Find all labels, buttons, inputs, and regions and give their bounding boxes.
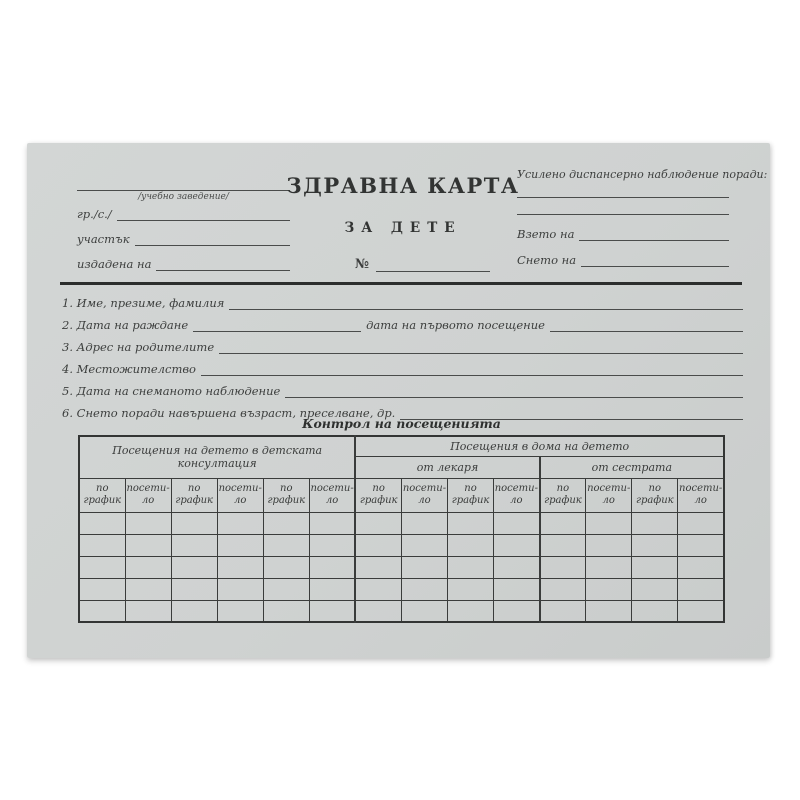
- taken-on-fill-line: [579, 227, 729, 241]
- left-group-header: Посещения на детето в детската консултация: [79, 436, 355, 478]
- item-number: 2.: [62, 318, 73, 332]
- field-parents-address: [62, 337, 743, 354]
- visits-table: [78, 435, 725, 623]
- health-card-form: [27, 143, 770, 658]
- taken-on-label: Взето на: [517, 227, 575, 241]
- table-cell: [217, 512, 263, 534]
- visits-table-body: [79, 512, 724, 622]
- table-cell: [540, 512, 586, 534]
- table-cell: [217, 600, 263, 622]
- col-header-visited: посети- ло: [309, 478, 355, 512]
- table-cell: [586, 512, 632, 534]
- table-cell: [217, 556, 263, 578]
- table-row: [79, 512, 724, 534]
- district-label: участък: [77, 232, 130, 246]
- field-observation-removed-date: [62, 381, 743, 398]
- table-cell: [401, 512, 447, 534]
- col-header-schedule: по график: [171, 478, 217, 512]
- field-residence: [62, 359, 743, 376]
- table-cell: [79, 534, 125, 556]
- table-cell: [355, 600, 401, 622]
- table-cell: [540, 578, 586, 600]
- item-number: 1.: [62, 296, 73, 310]
- school-caption: /учебно заведение/: [138, 192, 229, 202]
- city-fill-line: [117, 207, 290, 221]
- col-header-schedule: по график: [79, 478, 125, 512]
- form-subtitle: ЗА ДЕТЕ: [344, 220, 462, 236]
- table-cell: [355, 556, 401, 578]
- removed-on-label: Снето на: [517, 253, 577, 267]
- table-cell: [632, 578, 678, 600]
- col-header-schedule: по график: [540, 478, 586, 512]
- table-cell: [171, 512, 217, 534]
- dispensary-fill-line-2: [517, 214, 729, 215]
- table-cell: [125, 556, 171, 578]
- col-header-visited: посети- ло: [401, 478, 447, 512]
- table-cell: [678, 534, 724, 556]
- table-cell: [494, 534, 540, 556]
- table-cell: [632, 512, 678, 534]
- table-cell: [494, 512, 540, 534]
- field-city: [77, 205, 290, 221]
- column-header-row: [79, 478, 724, 512]
- table-cell: [494, 556, 540, 578]
- table-cell: [586, 600, 632, 622]
- table-cell: [448, 600, 494, 622]
- table-cell: [586, 534, 632, 556]
- city-label: гр./с./: [77, 207, 112, 221]
- removal-reason-label: Снето поради навършена възраст, преселване, др.: [76, 406, 396, 420]
- table-cell: [494, 600, 540, 622]
- field-removed-on: [517, 251, 729, 267]
- table-cell: [125, 512, 171, 534]
- birth-date-fill-line: [193, 318, 361, 332]
- form-title: ЗДРАВНА КАРТА: [286, 173, 520, 198]
- table-cell: [125, 578, 171, 600]
- table-cell: [540, 556, 586, 578]
- issued-on-label: издадена на: [77, 257, 152, 271]
- dispensary-block: [517, 168, 768, 267]
- residence-fill-line: [201, 362, 743, 376]
- col-header-schedule: по график: [632, 478, 678, 512]
- table-row: [79, 556, 724, 578]
- item-number: 3.: [62, 340, 73, 354]
- district-fill-line: [135, 232, 290, 246]
- table-cell: [678, 512, 724, 534]
- table-cell: [171, 578, 217, 600]
- col-header-schedule: по график: [263, 478, 309, 512]
- field-taken-on: [517, 225, 729, 241]
- table-cell: [401, 578, 447, 600]
- table-cell: [309, 556, 355, 578]
- first-visit-date-label: дата на първото посещение: [366, 318, 545, 332]
- school-fill-line: [77, 190, 290, 191]
- col-header-visited: посети- ло: [678, 478, 724, 512]
- table-cell: [448, 556, 494, 578]
- col-header-schedule: по график: [355, 478, 401, 512]
- visits-table-wrap: [78, 435, 725, 623]
- observation-removed-date-label: Дата на снеманото наблюдение: [76, 384, 281, 398]
- table-cell: [217, 578, 263, 600]
- field-card-number: [283, 257, 523, 272]
- dispensary-fill-line-1: [517, 197, 729, 198]
- table-cell: [263, 534, 309, 556]
- table-cell: [632, 534, 678, 556]
- first-visit-date-fill-line: [550, 318, 743, 332]
- table-cell: [309, 534, 355, 556]
- table-cell: [263, 578, 309, 600]
- item-number: 4.: [62, 362, 73, 376]
- right-group-header: Посещения в дома на детето: [355, 436, 724, 456]
- table-cell: [125, 534, 171, 556]
- nurse-sub-header: от сестрата: [540, 456, 724, 478]
- table-cell: [632, 600, 678, 622]
- table-cell: [355, 578, 401, 600]
- table-cell: [448, 534, 494, 556]
- col-header-visited: посети- ло: [586, 478, 632, 512]
- table-cell: [125, 600, 171, 622]
- table-row: [79, 578, 724, 600]
- table-row: [79, 534, 724, 556]
- table-cell: [79, 512, 125, 534]
- group-header-row: [79, 436, 724, 456]
- table-cell: [401, 600, 447, 622]
- table-cell: [263, 512, 309, 534]
- residence-label: Местожителство: [76, 362, 196, 376]
- item-number: 6.: [62, 406, 73, 420]
- section-divider-rule: [60, 282, 742, 285]
- table-cell: [448, 512, 494, 534]
- table-cell: [586, 556, 632, 578]
- doctor-sub-header: от лекаря: [355, 456, 539, 478]
- col-header-visited: посети- ло: [217, 478, 263, 512]
- birth-date-label: Дата на раждане: [76, 318, 189, 332]
- table-cell: [263, 556, 309, 578]
- table-cell: [678, 556, 724, 578]
- table-cell: [494, 578, 540, 600]
- table-cell: [309, 578, 355, 600]
- parents-address-fill-line: [219, 340, 743, 354]
- table-cell: [309, 600, 355, 622]
- full-name-label: Име, презиме, фамилия: [76, 296, 225, 310]
- col-header-visited: посети- ло: [125, 478, 171, 512]
- table-cell: [79, 556, 125, 578]
- issued-on-fill-line: [156, 257, 290, 271]
- table-cell: [263, 600, 309, 622]
- parents-address-label: Адрес на родителите: [76, 340, 215, 354]
- item-number: 5.: [62, 384, 73, 398]
- table-cell: [171, 534, 217, 556]
- field-issued-on: [77, 255, 290, 271]
- table-cell: [586, 578, 632, 600]
- full-name-fill-line: [229, 296, 743, 310]
- table-cell: [355, 534, 401, 556]
- number-fill-line: [376, 258, 490, 272]
- table-cell: [217, 534, 263, 556]
- table-cell: [632, 556, 678, 578]
- field-full-name: [62, 293, 743, 310]
- visits-table-title: Контрол на посещенията: [302, 416, 501, 431]
- table-cell: [171, 600, 217, 622]
- title-block: [283, 173, 523, 272]
- observation-removed-date-fill-line: [285, 384, 743, 398]
- table-cell: [355, 512, 401, 534]
- table-cell: [401, 556, 447, 578]
- field-district: [77, 230, 290, 246]
- table-cell: [540, 600, 586, 622]
- table-cell: [448, 578, 494, 600]
- table-cell: [171, 556, 217, 578]
- col-header-schedule: по график: [448, 478, 494, 512]
- table-cell: [678, 600, 724, 622]
- table-cell: [309, 512, 355, 534]
- table-cell: [79, 600, 125, 622]
- dispensary-heading: Усилено диспансерно наблюдение поради:: [517, 168, 768, 181]
- number-sign: №: [355, 257, 370, 272]
- removed-on-fill-line: [581, 253, 729, 267]
- table-cell: [79, 578, 125, 600]
- table-cell: [540, 534, 586, 556]
- col-header-visited: посети- ло: [494, 478, 540, 512]
- table-cell: [401, 534, 447, 556]
- table-cell: [678, 578, 724, 600]
- table-row: [79, 600, 724, 622]
- field-birth-date: [62, 315, 743, 332]
